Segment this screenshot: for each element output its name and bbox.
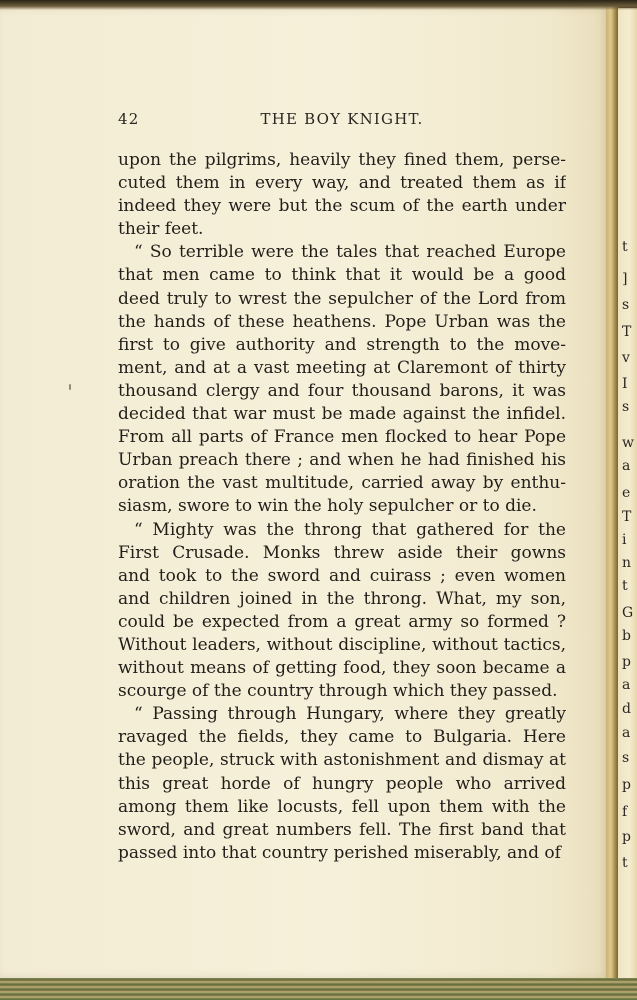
facing-page-fragment: s [622,399,630,415]
text-line: and children joined in the throng. What, my son, [118,588,566,609]
facing-page-fragment: t [622,239,628,255]
text-line: and took to the sword and cuirass ; even women [118,565,566,586]
facing-page-edge [618,8,637,983]
text-line: this great horde of hungry people who arrived [118,773,566,794]
text-line: oration the vast multitude, carried away by enthu- [118,473,566,494]
facing-page-fragment: t [622,578,628,594]
text-line: indeed they were but the scum of the earth under [118,196,566,217]
text-line: First Crusade. Monks threw aside their gowns [118,542,566,563]
running-header [118,110,566,132]
book-page [0,6,612,980]
page-stack-edge [0,978,637,1000]
facing-page-fragment: s [622,297,630,313]
text-line: the hands of these heathens. Pope Urban was the [118,311,566,332]
facing-page-fragment: n [622,555,632,571]
paper-blemish [69,384,71,390]
facing-page-fragment: e [622,485,631,501]
facing-page-fragment: ] [622,271,628,287]
facing-page-fragment: I [622,376,628,392]
facing-page-fragment: a [622,677,631,693]
top-shadow [0,0,637,10]
text-line: “ So terrible were the tales that reached Europe [134,242,566,263]
text-line: their feet. [118,219,204,240]
facing-page-fragment: f [622,804,628,820]
facing-page-fragment: b [622,628,631,644]
text-line: Without leaders, without discipline, without tactics, [118,634,566,655]
text-line: the people, struck with astonishment and dismay at [118,750,566,771]
facing-page-fragment: p [622,654,631,670]
text-line: “ Mighty was the throng that gathered for the [134,519,566,540]
facing-page-fragment: v [622,350,630,366]
facing-page-fragment: a [622,725,631,741]
text-line: thousand clergy and four thousand barons, it was [118,380,566,401]
text-line: that men came to think that it would be a good [118,265,566,286]
text-line: deed truly to wrest the sepulcher of the Lord from [118,288,566,309]
text-line: ravaged the fields, they came to Bulgaria. Here [118,727,566,748]
page-number: 42 [118,110,140,128]
facing-page-fragment: d [622,701,631,717]
facing-page-fragment: T [622,324,632,340]
facing-page-fragment: p [622,829,631,845]
text-line: without means of getting food, they soon became a [118,658,566,679]
text-line: From all parts of France men flocked to hear Pope [118,427,566,448]
text-line: decided that war must be made against the infidel. [118,404,566,425]
facing-page-fragment: w [622,435,634,451]
text-line: sword, and great numbers fell. The first band that [118,819,566,840]
facing-page-fragment: s [622,750,630,766]
text-line: scourge of the country through which they passed. [118,681,558,702]
facing-page-fragment: p [622,777,631,793]
text-line: ment, and at a vast meeting at Claremont of thirty [118,357,566,378]
facing-page-fragment: G [622,605,634,621]
text-line: siasm, swore to win the holy sepulcher or to die. [118,496,537,517]
facing-page-fragment: t [622,855,628,871]
running-title: THE BOY KNIGHT. [260,110,424,128]
facing-page-fragment: a [622,458,631,474]
facing-page-fragment: T [622,509,632,525]
text-line: could be expected from a great army so formed ? [118,611,566,632]
body-text [118,149,566,865]
text-line: Urban preach there ; and when he had finished his [118,450,566,471]
text-line: “ Passing through Hungary, where they greatly [134,704,566,725]
text-line: upon the pilgrims, heavily they fined them, perse- [118,150,566,170]
text-line: among them like locusts, fell upon them with the [118,796,566,817]
text-line: passed into that country perished miserably, and of [118,842,561,863]
text-line: first to give authority and strength to the move- [118,334,566,355]
facing-page-fragment: i [622,532,627,548]
text-line: cuted them in every way, and treated them as if [118,173,566,194]
